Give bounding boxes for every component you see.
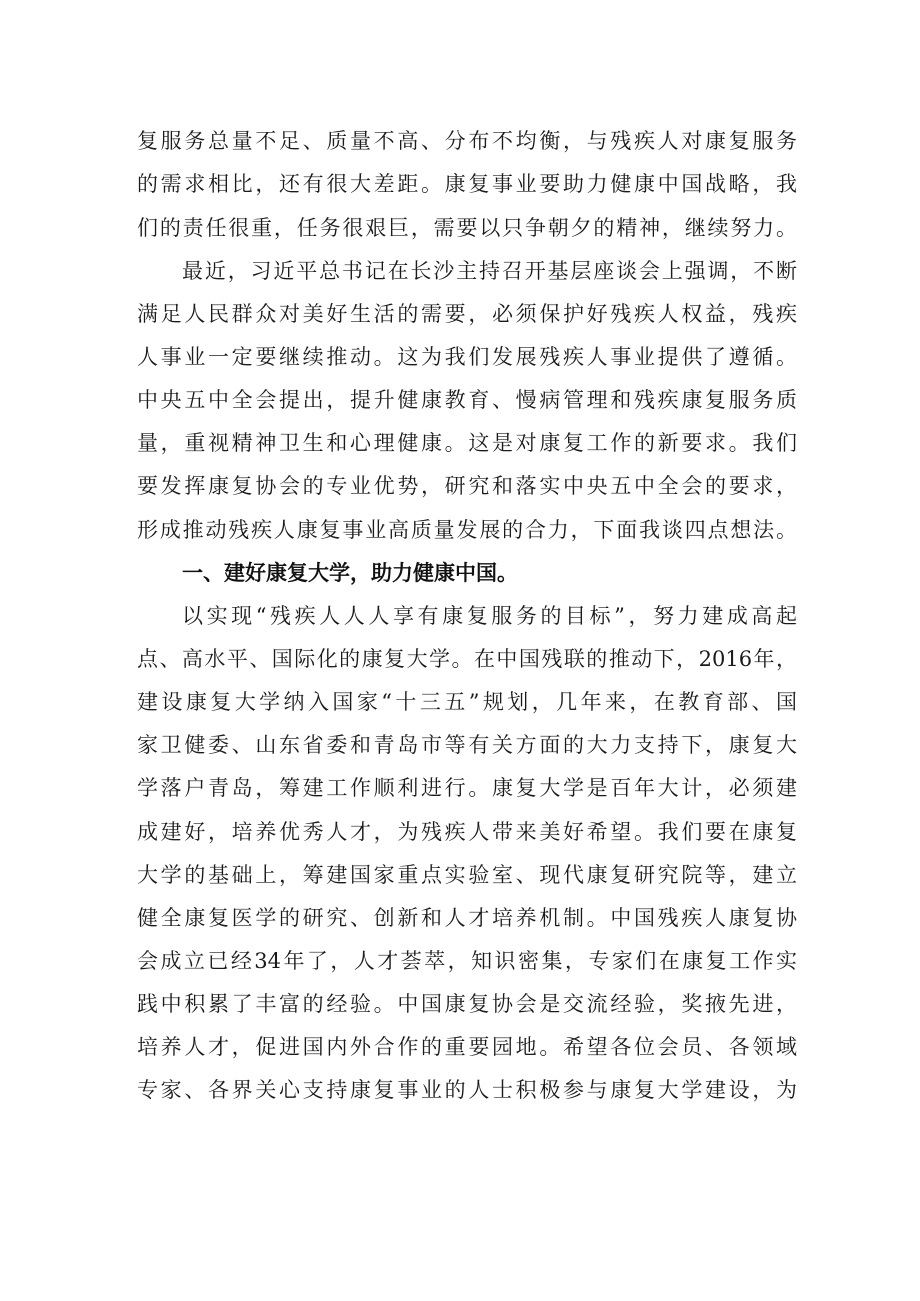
paragraph-start-line: 最近，习近平总书记在长沙主持召开基层座谈会上强调，不断	[182, 259, 797, 283]
text-line: 学落户青岛，筹建工作顺利进行。康复大学是百年大计，必须建	[137, 776, 797, 800]
text-line: 家卫健委、山东省委和青岛市等有关方面的大力支持下，康复大	[137, 733, 797, 757]
text-line: 满足人民群众对美好生活的需要，必须保护好残疾人权益，残疾	[137, 302, 797, 326]
text-line: 点、高水平、国际化的康复大学。在中国残联的推动下，2016年，	[137, 647, 797, 671]
text-line: 要发挥康复协会的专业优势，研究和落实中央五中全会的要求，	[137, 474, 797, 498]
text-line: 中央五中全会提出，提升健康教育、慢病管理和残疾康复服务质	[137, 388, 797, 412]
text-line: 复服务总量不足、质量不高、分布不均衡，与残疾人对康复服务	[137, 129, 797, 153]
text-line: 大学的基础上，筹建国家重点实验室、现代康复研究院等，建立	[137, 863, 797, 887]
text-line: 成建好，培养优秀人才，为残疾人带来美好希望。我们要在康复	[137, 820, 797, 844]
text-line: 健全康复医学的研究、创新和人才培养机制。中国残疾人康复协	[137, 906, 797, 930]
text-line: 量，重视精神卫生和心理健康。这是对康复工作的新要求。我们	[137, 431, 797, 455]
text-line: 形成推动残疾人康复事业高质量发展的合力，下面我谈四点想法。	[137, 518, 797, 542]
text-line: 培养人才，促进国内外合作的重要园地。希望各位会员、各领域	[137, 1035, 797, 1059]
section-heading: 一、建好康复大学，助力健康中国。	[182, 561, 518, 585]
text-line: 践中积累了丰富的经验。中国康复协会是交流经验，奖掖先进，	[137, 992, 797, 1016]
text-line: 们的责任很重，任务很艰巨，需要以只争朝夕的精神，继续努力。	[137, 216, 797, 240]
text-line: 会成立已经34年了，人才荟萃，知识密集，专家们在康复工作实	[137, 949, 797, 973]
paragraph-start-line: 以实现“残疾人人人享有康复服务的目标”，努力建成高起	[182, 604, 797, 628]
text-line: 建设康复大学纳入国家“十三五”规划，几年来，在教育部、国	[137, 690, 797, 714]
text-line: 的需求相比，还有很大差距。康复事业要助力健康中国战略，我	[137, 172, 797, 196]
text-line: 人事业一定要继续推动。这为我们发展残疾人事业提供了遵循。	[137, 345, 797, 369]
text-line: 专家、各界关心支持康复事业的人士积极参与康复大学建设，为	[137, 1078, 797, 1102]
